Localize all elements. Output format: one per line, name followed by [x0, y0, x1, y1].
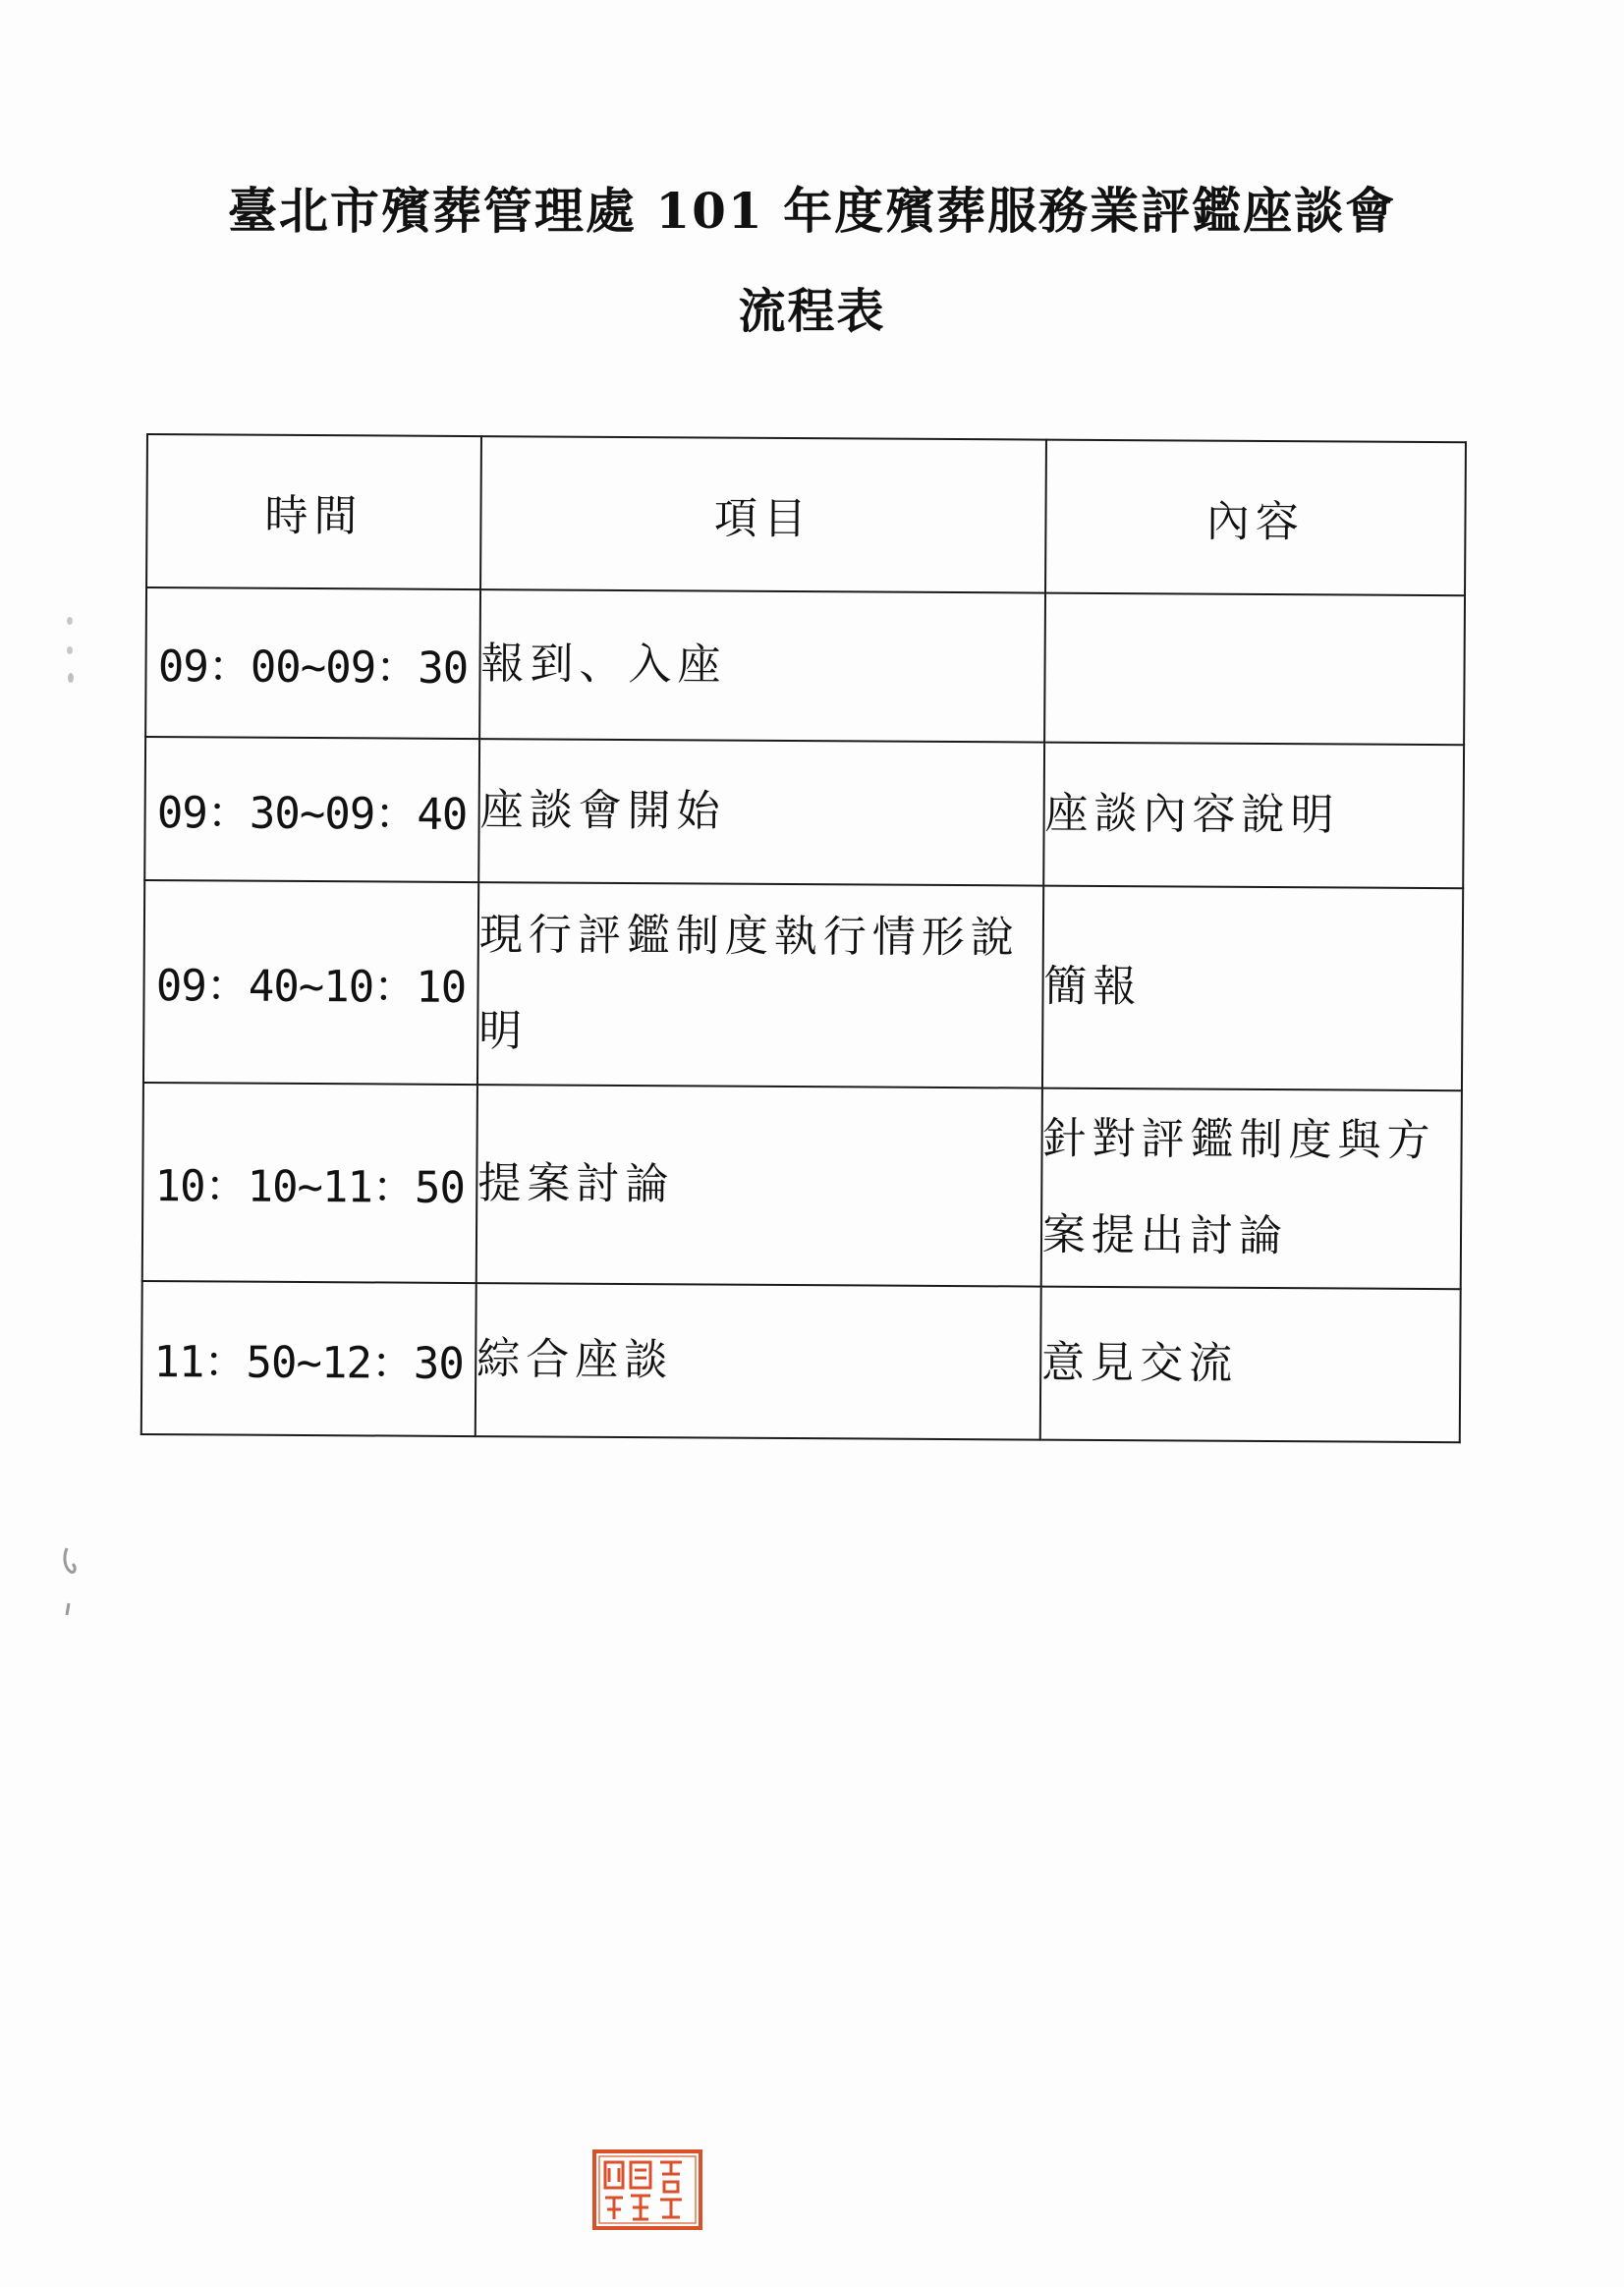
- row-time: 10：10~11：50: [142, 1083, 477, 1283]
- row-content: 簡報: [1042, 886, 1463, 1091]
- table-row: [142, 1083, 1462, 1289]
- row-item: 報到、入座: [479, 589, 1045, 743]
- row-item: 現行評鑑制度執行情形說明: [477, 882, 1043, 1088]
- punch-hole-mark: [61, 609, 79, 688]
- table-row: [143, 880, 1463, 1090]
- row-item: 綜合座談: [476, 1283, 1041, 1440]
- header-item: 項目: [480, 436, 1046, 593]
- table-row: [144, 737, 1464, 888]
- punch-hole-mark: [61, 1544, 79, 1623]
- header-time: 時間: [146, 434, 481, 589]
- document-title: 臺北市殯葬管理處 101 年度殯葬服務業評鑑座談會: [227, 182, 1397, 240]
- table-row: [145, 587, 1465, 745]
- row-content: [1044, 593, 1465, 746]
- row-content: 座談內容說明: [1043, 743, 1464, 889]
- row-content: 針對評鑑制度與方案提出討論: [1041, 1088, 1462, 1290]
- row-time: 09：40~10：10: [143, 880, 478, 1085]
- document-subtitle: 流程表: [738, 284, 886, 339]
- table-row: [141, 1281, 1461, 1442]
- schedule-table: [140, 433, 1467, 1443]
- row-time: 09：00~09：30: [145, 587, 480, 739]
- row-time: 11：50~12：30: [141, 1281, 476, 1436]
- official-seal-stamp: [591, 2148, 703, 2231]
- row-item: 座談會開始: [478, 739, 1044, 886]
- header-content: 內容: [1045, 440, 1466, 596]
- row-content: 意見交流: [1040, 1287, 1461, 1443]
- row-item: 提案討論: [476, 1085, 1042, 1287]
- table-header-row: [146, 434, 1466, 595]
- row-time: 09：30~09：40: [144, 737, 479, 882]
